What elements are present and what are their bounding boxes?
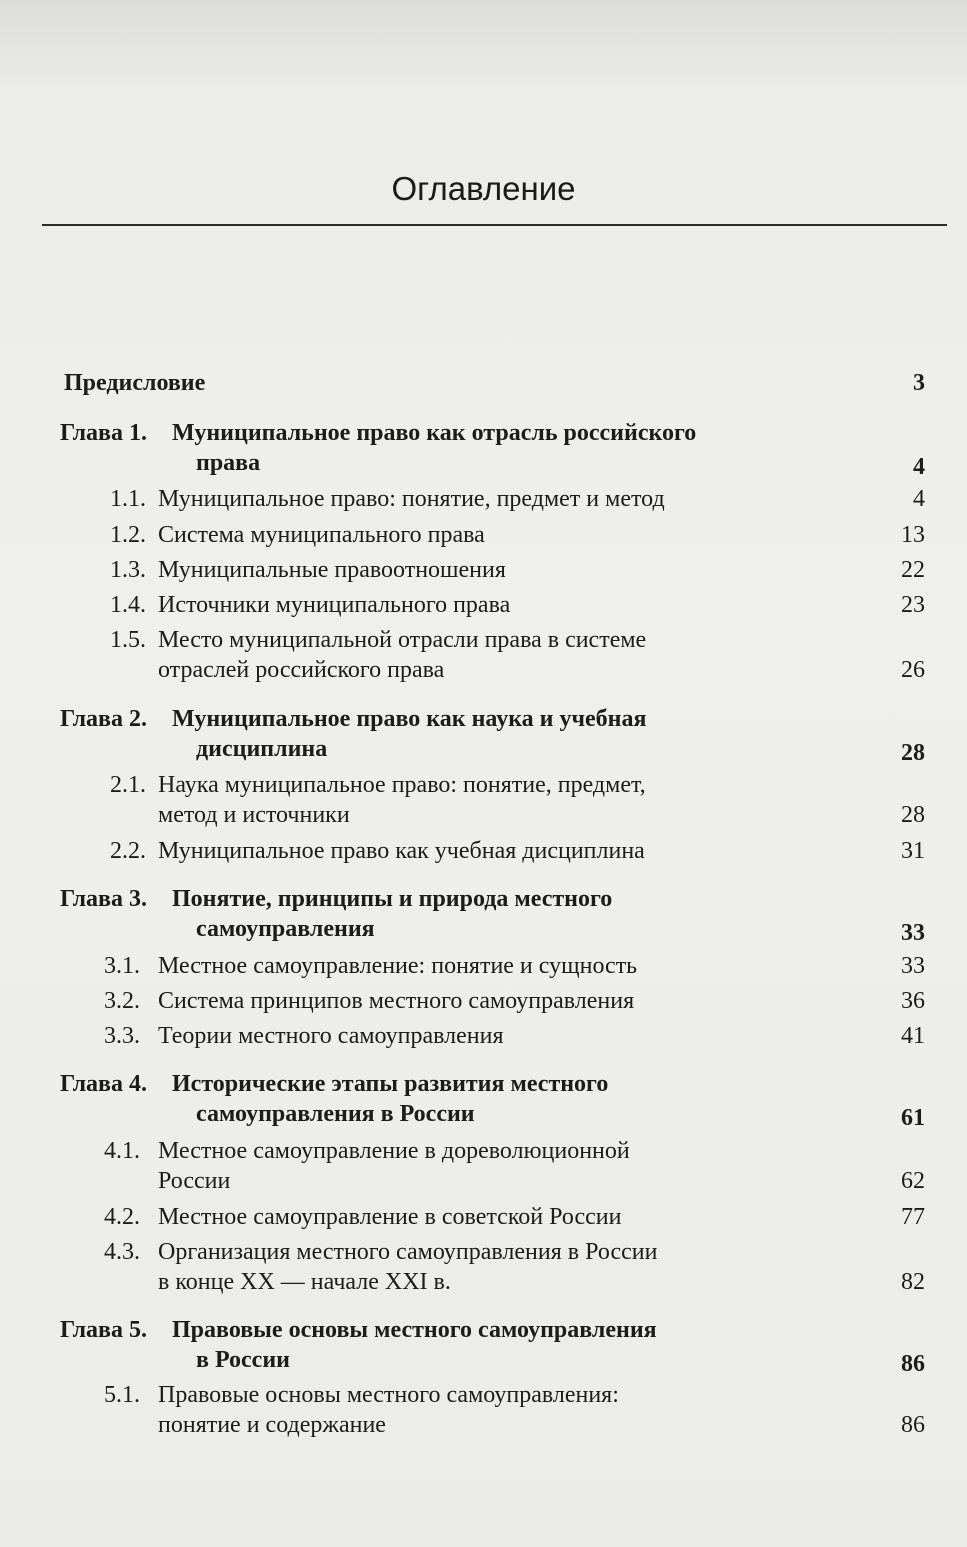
title-rule (42, 224, 947, 226)
toc-page-number: 26 (901, 657, 925, 683)
toc-entry-title: в конце XX — начале XXI в. (158, 1269, 451, 1295)
toc-page-number: 86 (901, 1412, 925, 1438)
toc-entry-number: 5.1. (104, 1382, 140, 1408)
toc-entry-title: Правовые основы местного самоуправления: (158, 1382, 619, 1408)
toc-entry-title: Муниципальные правоотношения (158, 557, 506, 583)
toc-page-number: 13 (901, 522, 925, 548)
toc-entry-title: Муниципальное право как наука и учебная (172, 706, 647, 732)
toc-entry-title: Теории местного самоуправления (158, 1023, 504, 1049)
toc-entry-title: Правовые основы местного самоуправления (172, 1317, 657, 1343)
toc-entry-title: отраслей российского права (158, 657, 445, 683)
toc-entry-title: Система муниципального права (158, 522, 485, 548)
toc-entry-number: 1.1. (110, 486, 146, 512)
toc-entry-title: метод и источники (158, 802, 350, 828)
toc-entry-title: Муниципальное право как отрасль российского (172, 420, 697, 446)
toc-entry-number: Глава 4. (60, 1071, 147, 1097)
toc-entry-title: Место муниципальной отрасли права в системе (158, 627, 647, 653)
toc-page-number: 33 (901, 920, 925, 946)
toc-entry-title: самоуправления в России (196, 1101, 475, 1127)
toc-entry-title: России (158, 1168, 231, 1194)
toc-entry-title: Наука муниципальное право: понятие, предмет, (158, 772, 646, 798)
toc-page-number: 77 (901, 1204, 925, 1230)
toc-entry-number: 3.2. (104, 988, 140, 1014)
toc-entry-title: Местное самоуправление в дореволюционной (158, 1138, 630, 1164)
toc-entry-number: 1.4. (110, 592, 146, 618)
toc-page-number: 4 (913, 486, 925, 512)
bleed-through-header (48, 38, 928, 55)
toc-entry-title: Местное самоуправление в советской России (158, 1204, 622, 1230)
toc-page-number: 62 (901, 1168, 925, 1194)
toc-page-number: 22 (901, 557, 925, 583)
toc-page-number: 31 (901, 838, 925, 864)
toc-entry-title: Муниципальное право как учебная дисциплина (158, 838, 645, 864)
toc-entry-title: Муниципальное право: понятие, предмет и метод (158, 486, 665, 512)
toc-page-number: 61 (901, 1105, 925, 1131)
toc-entry-number: 1.5. (110, 627, 146, 653)
toc-page-number: 4 (913, 454, 925, 480)
toc-page-number: 36 (901, 988, 925, 1014)
toc-entry-title: Система принципов местного самоуправления (158, 988, 635, 1014)
toc-entry-title: Местное самоуправление: понятие и сущность (158, 953, 638, 979)
toc-page-number: 23 (901, 592, 925, 618)
toc-entry-title: права (196, 450, 261, 476)
toc-entry-number: 1.3. (110, 557, 146, 583)
toc-entry-number: Глава 5. (60, 1317, 147, 1343)
toc-entry-number: 4.3. (104, 1239, 140, 1265)
toc-entry-number: 4.1. (104, 1138, 140, 1164)
toc-entry-title: понятие и содержание (158, 1412, 386, 1438)
toc-entry-title: Предисловие (64, 370, 206, 396)
toc-entry-title: Исторические этапы развития местного (172, 1071, 609, 1097)
toc-entry-title: дисциплина (196, 736, 328, 762)
toc-entry-number: 4.2. (104, 1204, 140, 1230)
toc-entry-number: Глава 3. (60, 886, 147, 912)
toc-page-number: 33 (901, 953, 925, 979)
toc-page-number: 3 (913, 370, 925, 396)
toc-entry-number: 2.1. (110, 772, 146, 798)
toc-page-number: 41 (901, 1023, 925, 1049)
toc-entry-title: в России (196, 1347, 290, 1373)
toc-entry-number: 2.2. (110, 838, 146, 864)
toc-entry-title: Источники муниципального права (158, 592, 511, 618)
toc-entry-title: Организация местного самоуправления в России (158, 1239, 658, 1265)
page-title: Оглавление (391, 170, 576, 207)
toc-page-number: 28 (901, 740, 925, 766)
toc-entry-title: Понятие, принципы и природа местного (172, 886, 613, 912)
toc-entry-number: Глава 1. (60, 420, 147, 446)
toc-entry-number: 1.2. (110, 522, 146, 548)
toc-page-number: 86 (901, 1351, 925, 1377)
toc-entry-title: самоуправления (196, 916, 375, 942)
toc-page-number: 82 (901, 1269, 925, 1295)
toc-entry-number: Глава 2. (60, 706, 147, 732)
toc-entry-number: 3.1. (104, 953, 140, 979)
toc-entry-number: 3.3. (104, 1023, 140, 1049)
toc-page-number: 28 (901, 802, 925, 828)
